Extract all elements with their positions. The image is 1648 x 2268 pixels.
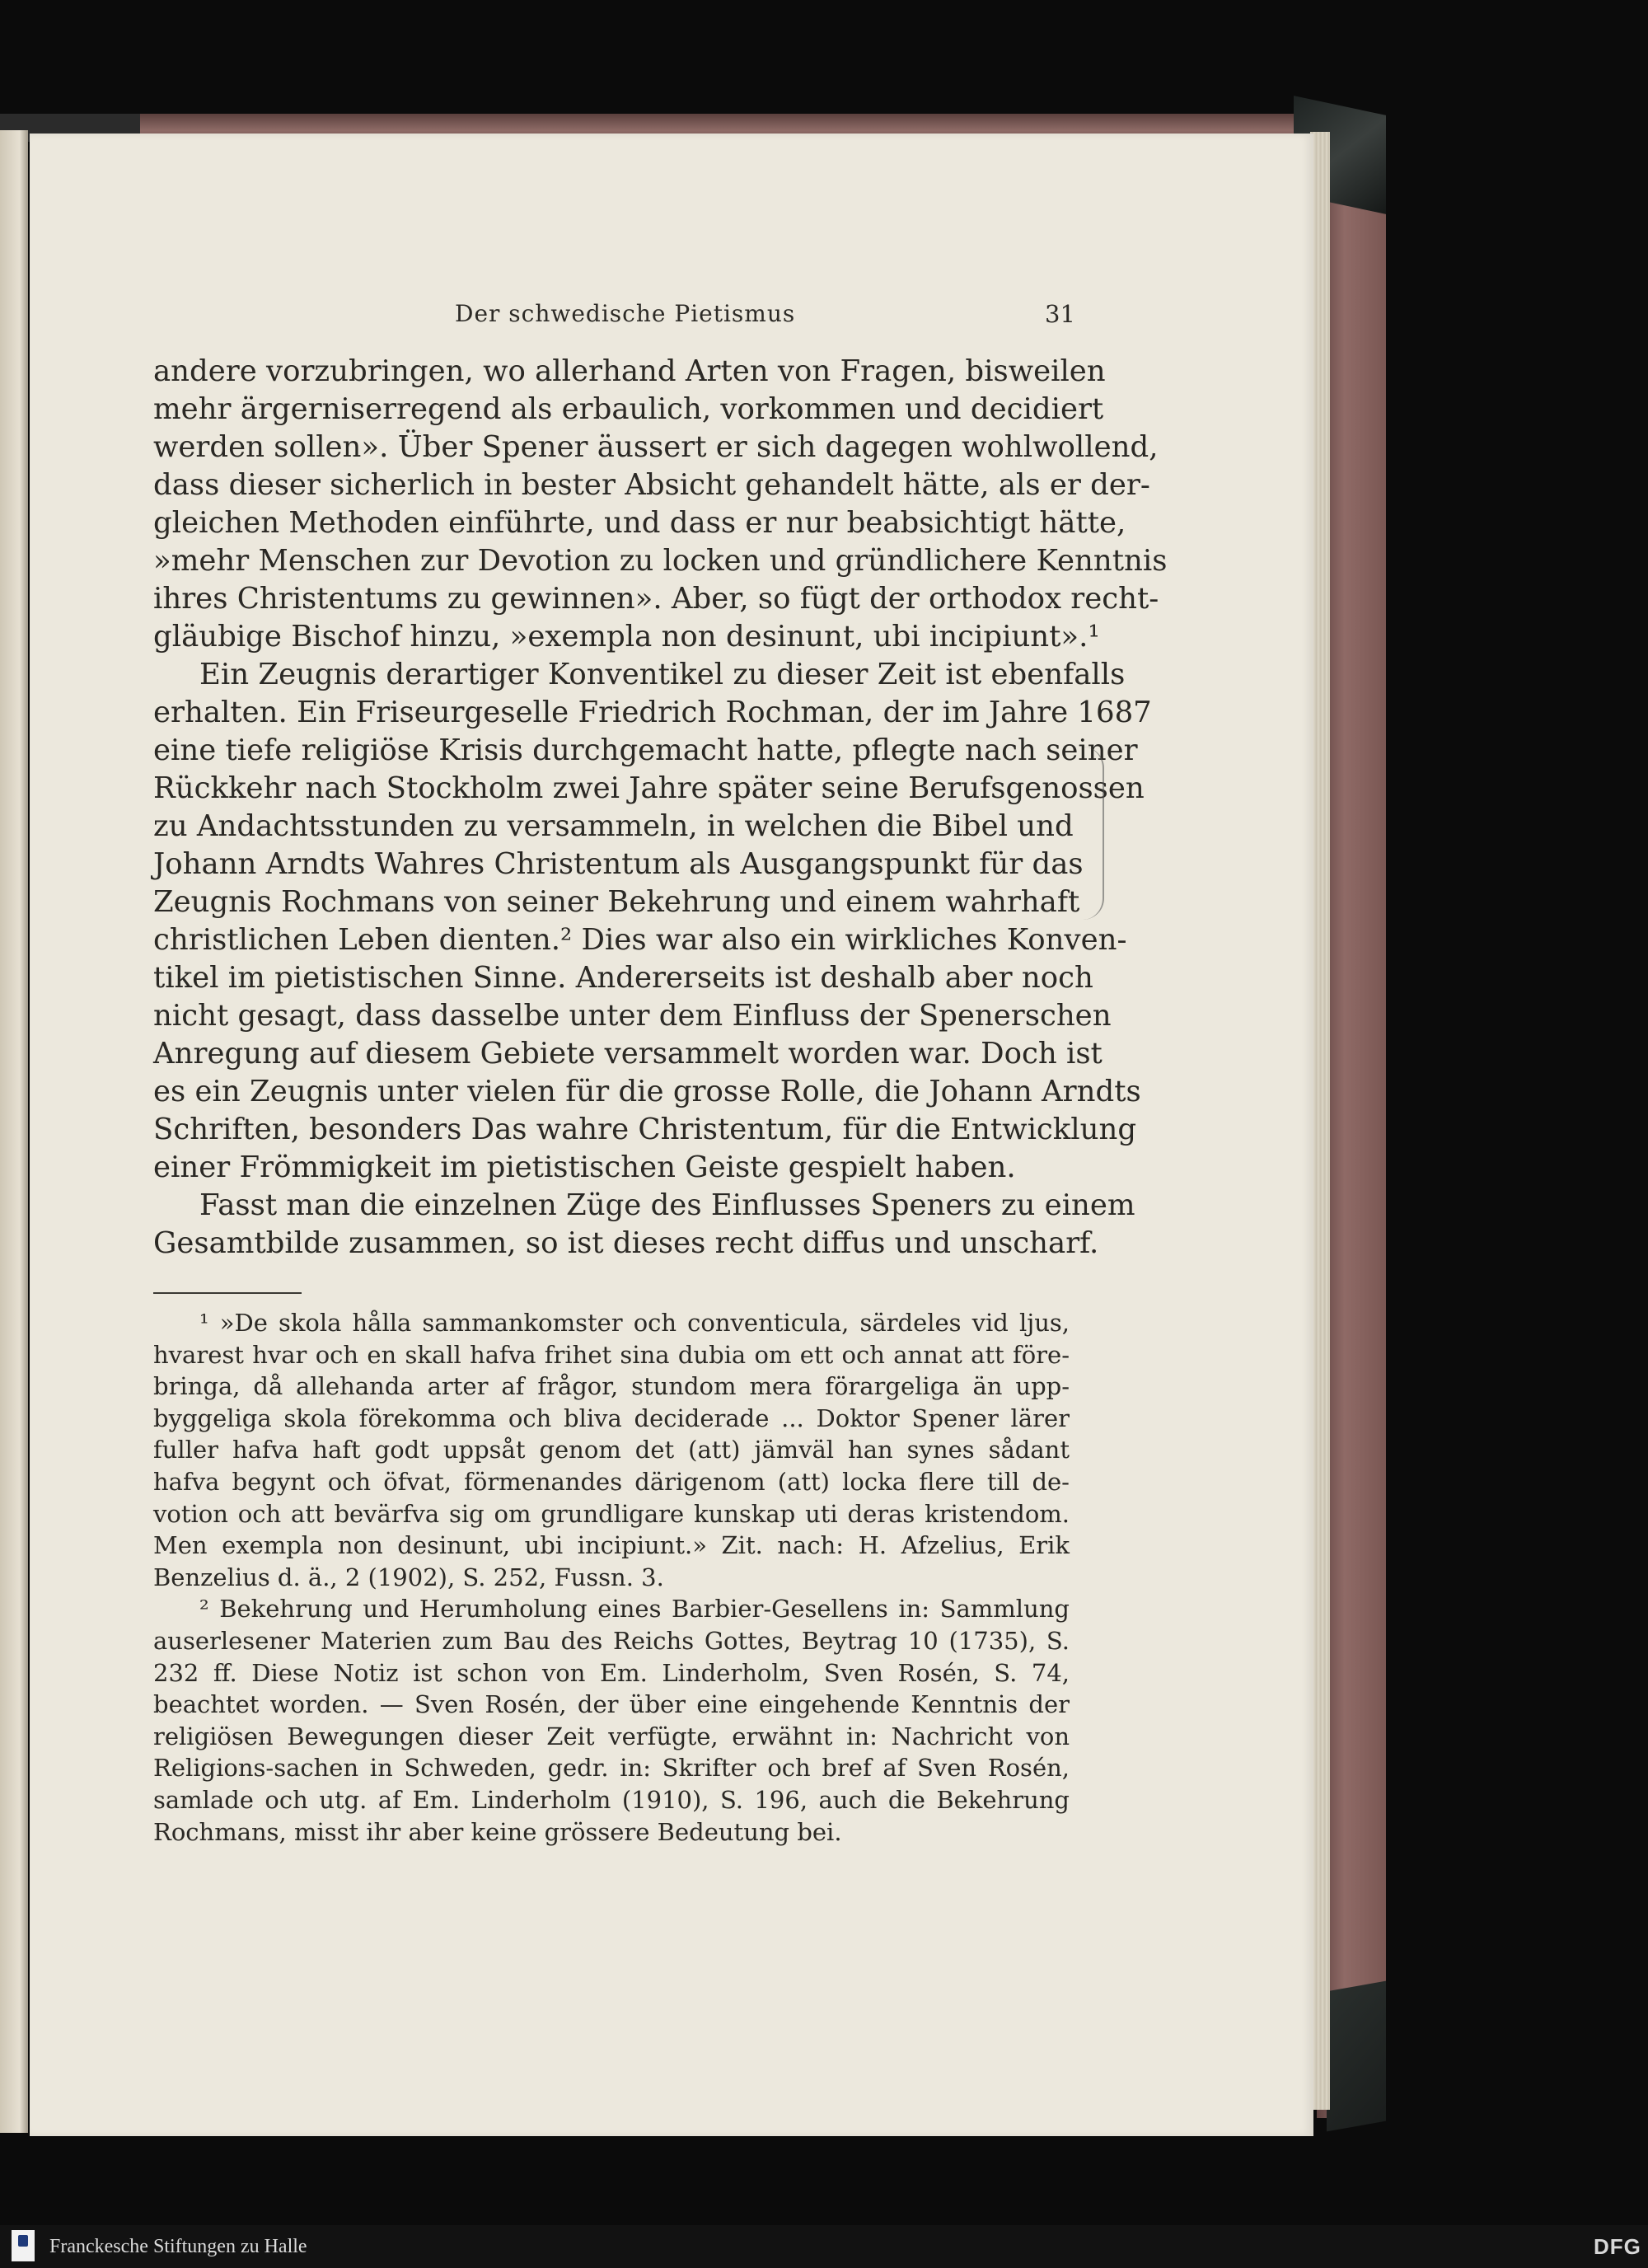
text-line: Johann Arndts Wahres Christentum als Ausgangspunkt für das — [153, 847, 1084, 881]
text-line: zu Andachtsstunden zu versammeln, in welchen die Bibel und — [153, 809, 1074, 843]
page-number: 31 — [1045, 300, 1075, 328]
text-line: christlichen Leben dienten.² Dies war also ein wirkliches Konven- — [153, 923, 1127, 957]
footnote-line: byggeliga skola förekomma och bliva deciderade ... Doktor Spener lärer — [153, 1403, 1070, 1432]
text-line: nicht gesagt, dass dasselbe unter dem Einfluss der Spenerschen — [153, 999, 1112, 1033]
footnote-line: 232 ff. Diese Notiz ist schon von Em. Linderholm, Sven Rosén, S. 74, — [153, 1658, 1070, 1687]
footnotes — [153, 1307, 1070, 1848]
text-line: andere vorzubringen, wo allerhand Arten von Fragen, bisweilen — [153, 354, 1106, 388]
footnote-line: fuller hafva haft godt uppsåt genom det (att) jämväl han synes sådant — [153, 1436, 1070, 1464]
institution-name: Franckesche Stiftungen zu Halle — [49, 2236, 307, 2257]
footnote-line: Religions-sachen in Schweden, gedr. in: Skrifter och bref af Sven Rosén, — [153, 1754, 1070, 1783]
text-line: dass dieser sicherlich in bester Absicht gehandelt hätte, als er der- — [153, 468, 1150, 502]
footnote-line: ¹ »De skola hålla sammankomster och conventicula, särdeles vid ljus, — [199, 1309, 1070, 1337]
text-line: ihres Christentums zu gewinnen». Aber, so fügt der orthodox recht- — [153, 582, 1159, 616]
text-line: erhalten. Ein Friseurgeselle Friedrich Rochman, der im Jahre 1687 — [153, 696, 1152, 729]
text-line: eine tiefe religiöse Krisis durchgemacht hatte, pflegte nach seiner — [153, 733, 1138, 767]
footnote-line: samlade och utg. af Em. Linderholm (1910), S. 196, auch die Bekehrung — [153, 1785, 1070, 1814]
footnote-rule — [153, 1292, 302, 1294]
text-line: Gesamtbilde zusammen, so ist dieses recht diffus und unscharf. — [153, 1226, 1099, 1260]
text-line: Anregung auf diesem Gebiete versammelt worden war. Doch ist — [153, 1037, 1103, 1071]
dfg-logo: DFG — [1594, 2234, 1641, 2259]
footnote-line: hvarest hvar och en skall hafva frihet sina dubia om ett och annat att före- — [153, 1340, 1070, 1369]
text-line: gläubige Bischof hinzu, »exempla non desinunt, ubi incipiunt».¹ — [153, 620, 1100, 654]
text-line: Schriften, besonders Das wahre Christentum, für die Entwicklung — [153, 1113, 1137, 1146]
text-line: Fasst man die einzelnen Züge des Einflusses Speners zu einem — [199, 1188, 1135, 1222]
text-line: »mehr Menschen zur Devotion zu locken und gründlichere Kenntnis — [153, 544, 1168, 578]
text-line: werden sollen». Über Spener äussert er sich dagegen wohlwollend, — [153, 430, 1159, 464]
left-page-edge — [0, 130, 28, 2133]
text-line: es ein Zeugnis unter vielen für die grosse Rolle, die Johann Arndts — [153, 1075, 1141, 1108]
book-cover-corner-bottom — [1327, 1981, 1386, 2132]
footnote-line: auserlesener Materien zum Bau des Reichs Gottes, Beytrag 10 (1735), S. — [153, 1626, 1070, 1655]
footnote-line: votion och att bevärfva sig om grundligare kunskap uti deras kristendom. — [153, 1499, 1070, 1528]
text-line: tikel im pietistischen Sinne. Andererseits ist deshalb aber noch — [153, 961, 1093, 995]
text-line: Rückkehr nach Stockholm zwei Jahre später seine Berufsgenossen — [153, 771, 1145, 805]
footnote-line: beachtet worden. — Sven Rosén, der über eine eingehende Kenntnis der — [153, 1690, 1070, 1719]
running-head: Der schwedische Pietismus — [455, 300, 796, 327]
text-line: gleichen Methoden einführte, und dass er nur beabsichtigt hätte, — [153, 506, 1126, 540]
footnote-line: Men exempla non desinunt, ubi incipiunt.» Zit. nach: H. Afzelius, Erik — [153, 1531, 1070, 1560]
footnote-line: hafva begynt och öfvat, förmenandes därigenom (att) locka flere till de- — [153, 1467, 1070, 1496]
text-line: einer Frömmigkeit im pietistischen Geiste gespielt haben. — [153, 1150, 1016, 1184]
footnote-line: Benzelius d. ä., 2 (1902), S. 252, Fussn. 3. — [153, 1563, 664, 1591]
main-text — [153, 353, 1168, 1263]
text-line: Ein Zeugnis derartiger Konventikel zu dieser Zeit ist ebenfalls — [199, 658, 1126, 691]
footnote-line: ² Bekehrung und Herumholung eines Barbier-Gesellens in: Sammlung — [199, 1595, 1070, 1624]
text-line: mehr ärgerniserregend als erbaulich, vorkommen und decidiert — [153, 392, 1104, 426]
text-line: Zeugnis Rochmans von seiner Bekehrung und einem wahrhaft — [153, 885, 1080, 919]
footnote-line: religiösen Bewegungen dieser Zeit verfügte, erwähnt in: Nachricht von — [153, 1722, 1070, 1750]
institution-logo-icon — [12, 2230, 35, 2261]
pencil-margin-mark — [1083, 747, 1104, 920]
footnote-line: Rochmans, misst ihr aber keine grössere Bedeutung bei. — [153, 1817, 842, 1846]
footnote-line: bringa, då allehanda arter af frågor, stundom mera förargeliga än upp- — [153, 1372, 1070, 1401]
